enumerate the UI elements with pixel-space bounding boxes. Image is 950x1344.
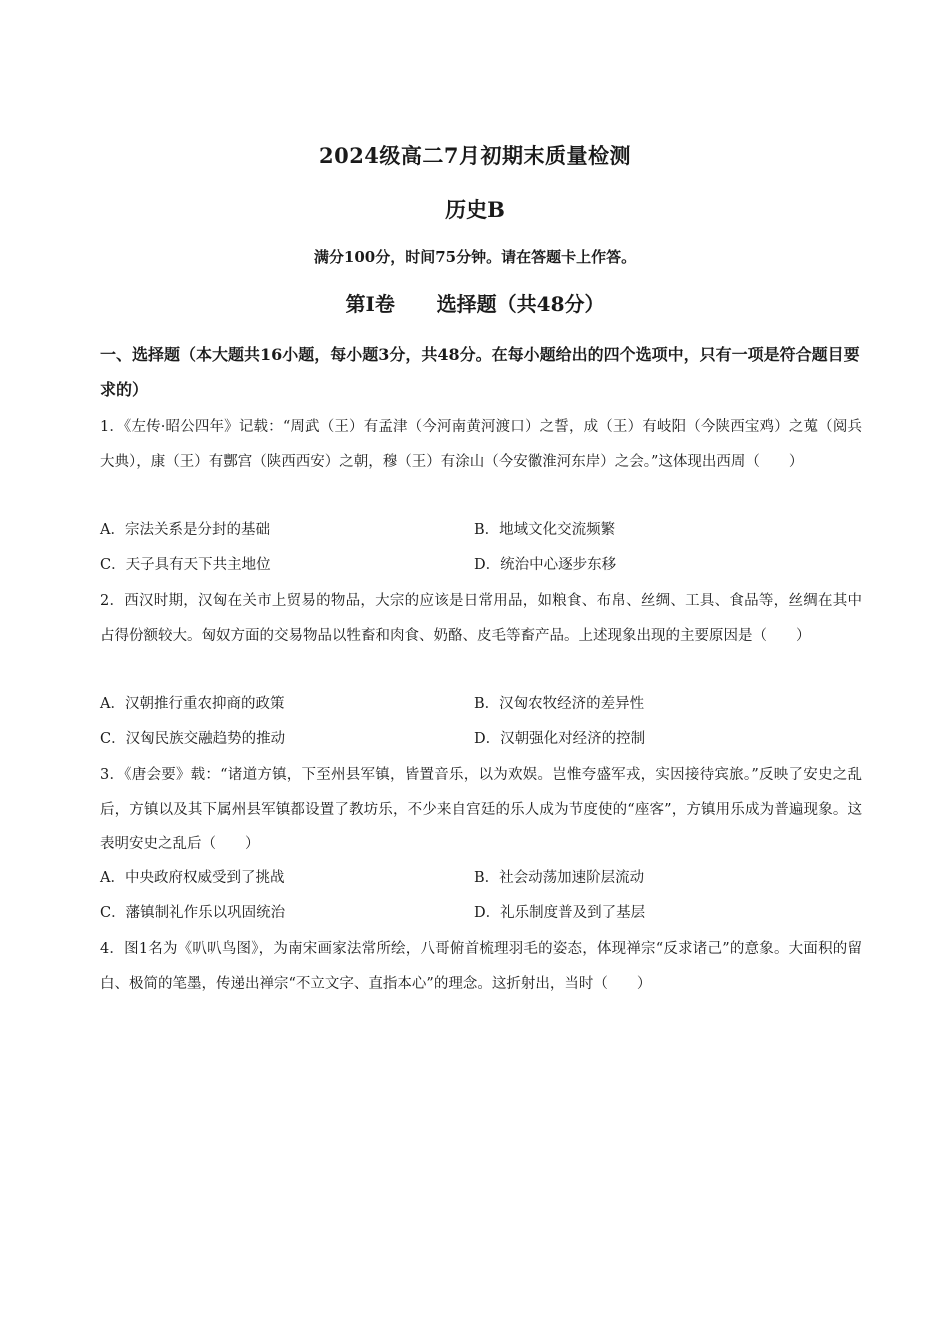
part-heading: 第I卷 选择题（共48分） (345, 292, 605, 316)
question-1-option-c: C．天子具有天下共主地位 (100, 557, 271, 573)
question-2-stem: 2．西汉时期，汉匈在关市上贸易的物品，大宗的应该是日常用品，如粮食、布帛、丝绸、工具、食品等，丝绸在其中占得份额较大。匈奴方面的交易物品以牲畜和肉食、奶酪、皮毛等畜产品。上述现象出现的主要原因是（ ） (100, 593, 862, 644)
question-3-option-c: C．藩镇制礼作乐以巩固统治 (100, 905, 286, 921)
question-1-option-b: B．地域文化交流频繁 (474, 522, 616, 538)
question-3-option-a: A．中央政府权威受到了挑战 (100, 870, 285, 886)
question-1-option-d: D．统治中心逐步东移 (474, 557, 617, 573)
question-3-option-d: D．礼乐制度普及到了基层 (474, 905, 646, 921)
exam-subject: 历史B (445, 197, 505, 222)
exam-title: 2024级高二7月初期末质量检测 (318, 143, 632, 168)
section-heading: 一、选择题（本大题共16小题，每小题3分，共48分。在每小题给出的四个选项中，只有一项是符合题目要求的） (100, 345, 860, 399)
question-3-stem: 3．《唐会要》载：“诸道方镇，下至州县军镇，皆置音乐，以为欢娱。岂惟夸盛军戎，实因接待宾旅。”反映了安史之乱后，方镇以及其下属州县军镇都设置了教坊乐，不少来自宫廷的乐人成为节度使的“座客”，方镇用乐成为普遍现象。这表明安史之乱后（ ） (100, 767, 862, 852)
question-2-option-c: C．汉匈民族交融趋势的推动 (100, 731, 286, 747)
question-2-option-b: B．汉匈农牧经济的差异性 (474, 696, 645, 712)
question-1-option-a: A．宗法关系是分封的基础 (100, 522, 270, 538)
question-2-option-d: D．汉朝强化对经济的控制 (474, 731, 646, 747)
exam-info: 满分100分，时间75分钟。请在答题卡上作答。 (313, 248, 637, 266)
question-1-stem: 1．《左传·昭公四年》记载：“周武（王）有孟津（今河南黄河渡口）之誓，成（王）有岐阳（今陕西宝鸡）之蒐（阅兵大典），康（王）有酆宫（陕西西安）之朝，穆（王）有涂山（今安徽淮河东岸）之会。”这体现出西周（ ） (100, 419, 862, 470)
question-4-stem: 4．图1名为《叭叭鸟图》，为南宋画家法常所绘，八哥俯首梳理羽毛的姿态，体现禅宗“反求诸己”的意象。大面积的留白、极简的笔墨，传递出禅宗“不立文字、直指本心”的理念。这折射出，当时（ ） (100, 941, 862, 992)
question-2-option-a: A．汉朝推行重农抑商的政策 (100, 696, 285, 712)
question-3-option-b: B．社会动荡加速阶层流动 (474, 870, 645, 886)
